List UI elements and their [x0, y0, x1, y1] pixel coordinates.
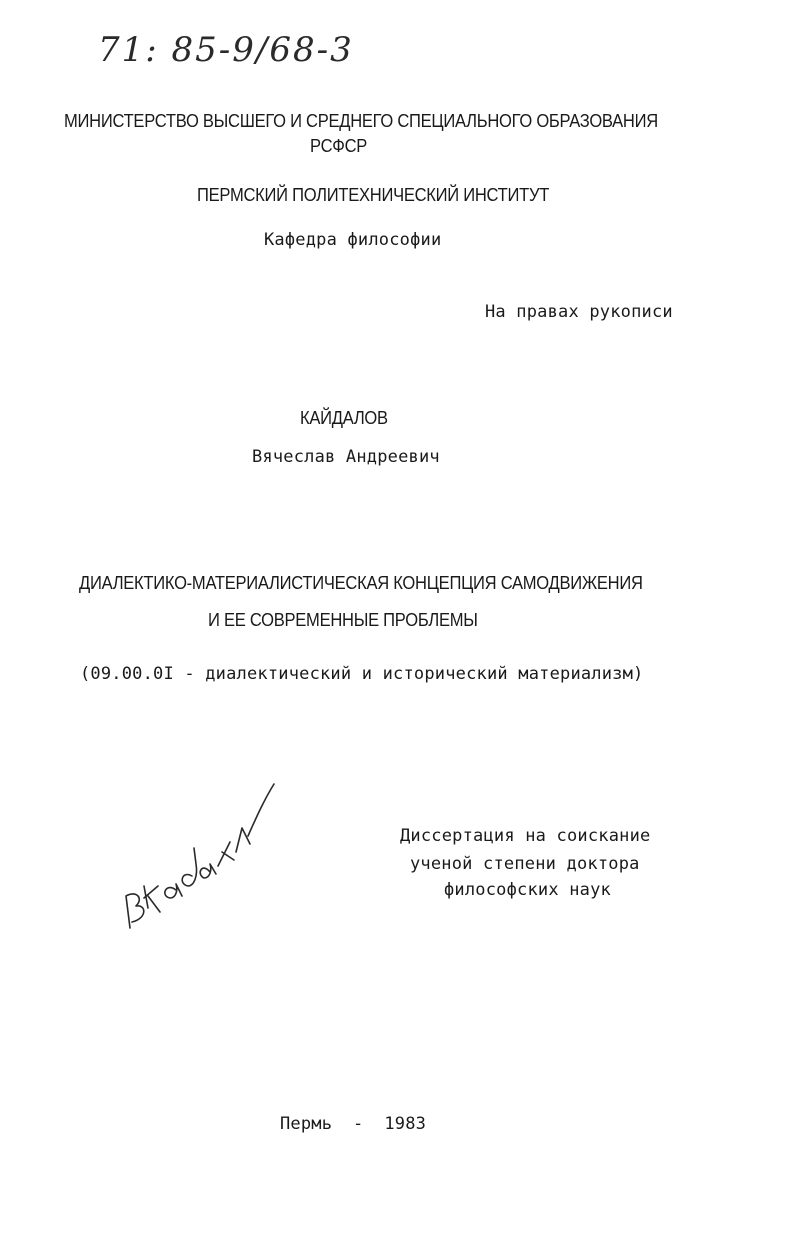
- dissertation-title-line1: ДИАЛЕКТИКО-МАТЕРИАЛИСТИЧЕСКАЯ КОНЦЕПЦИЯ САМОДВИЖЕНИЯ: [79, 573, 643, 593]
- ministry-name-line2: РСФСР: [310, 136, 368, 156]
- author-signature: [118, 778, 278, 948]
- ministry-name-line1: МИНИСТЕРСТВО ВЫСШЕГО И СРЕДНЕГО СПЕЦИАЛЬНОГО ОБРАЗОВАНИЯ: [64, 111, 658, 131]
- department-name: Кафедра философии: [264, 230, 442, 250]
- degree-line2: ученой степени доктора: [410, 854, 640, 874]
- degree-line3: философских наук: [444, 880, 611, 900]
- specialty-code: (09.00.0I - диалектический и исторический материализм): [80, 664, 644, 684]
- degree-line1: Диссертация на соискание: [400, 826, 651, 846]
- manuscript-rights-note: На правах рукописи: [485, 302, 673, 322]
- place-and-year: Пермь - 1983: [280, 1114, 427, 1134]
- institute-name: ПЕРМСКИЙ ПОЛИТЕХНИЧЕСКИЙ ИНСТИТУТ: [197, 185, 550, 205]
- author-first-patronymic: Вячеслав Андреевич: [252, 447, 440, 467]
- author-surname: КАЙДАЛОВ: [300, 408, 388, 428]
- dissertation-title-line2: И ЕЕ СОВРЕМЕННЫЕ ПРОБЛЕМЫ: [208, 610, 478, 630]
- archive-number-handwritten: 71: 85-9/68-3: [98, 30, 354, 70]
